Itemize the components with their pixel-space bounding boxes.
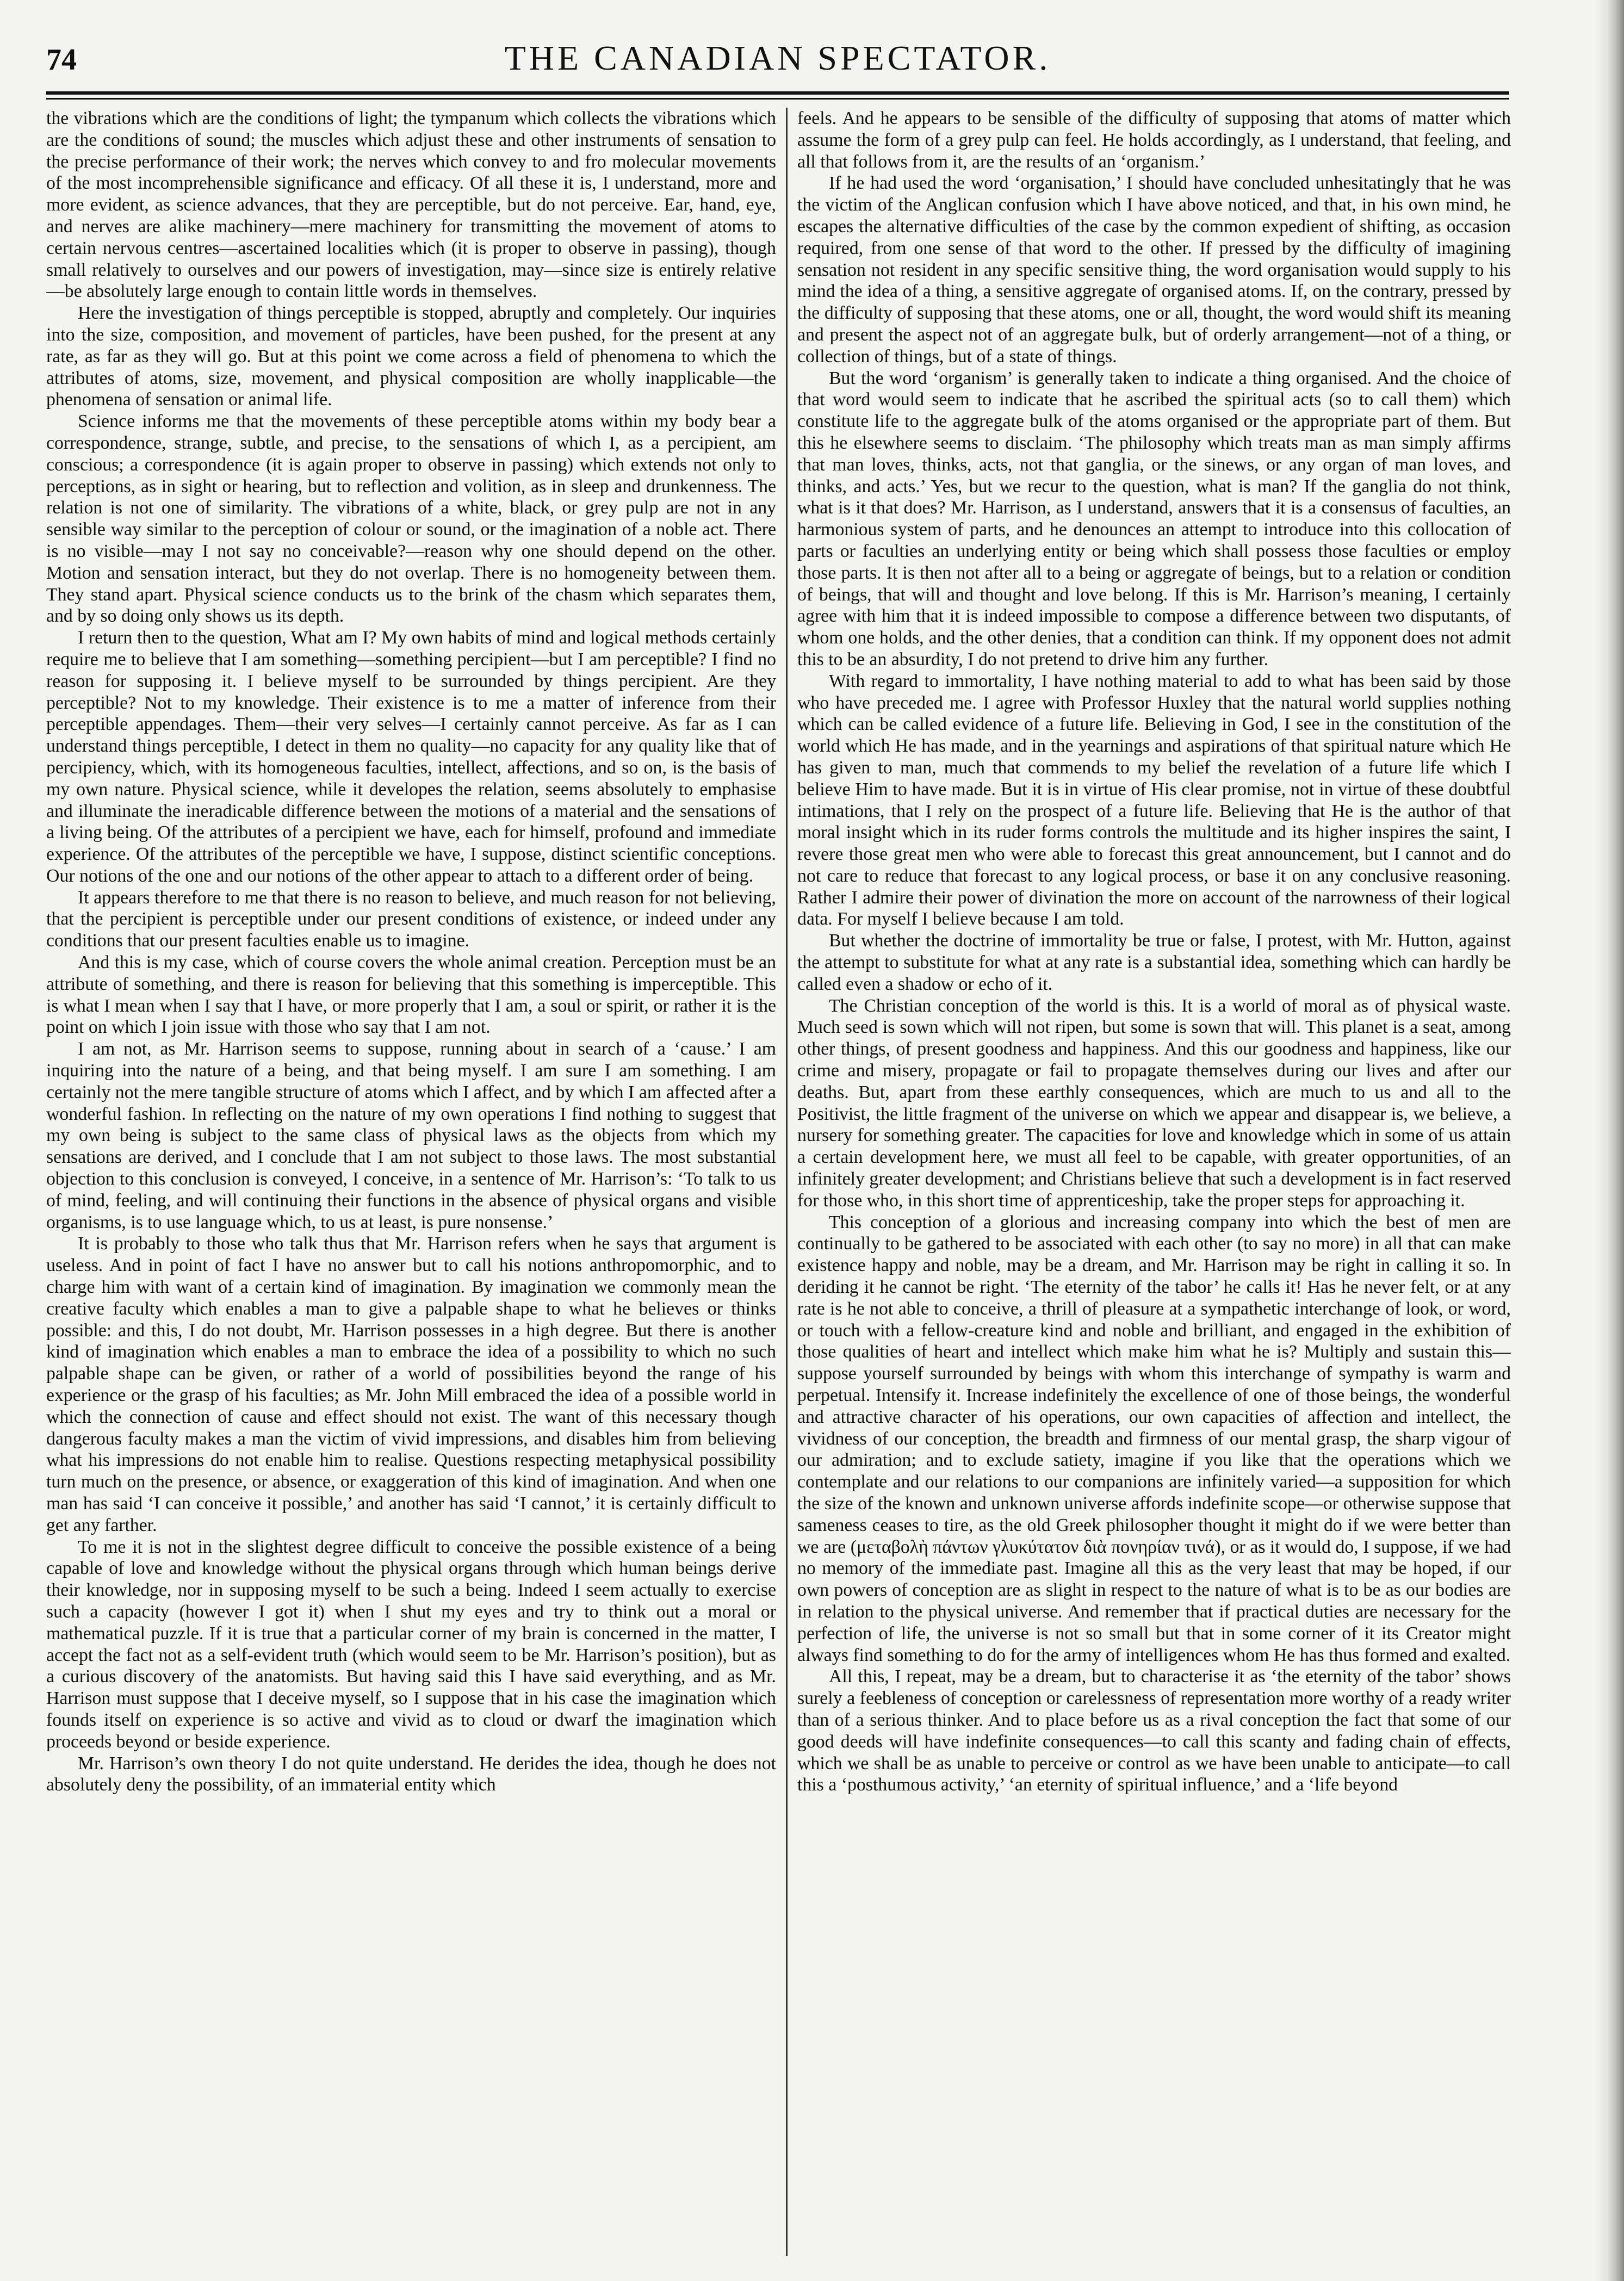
paragraph: And this is my case, which of course covers the whole animal creation. Perception must be an attribute of something, and there is reason for believing that this something is imperceptible. This is what I mean when I say that I have, or more properly that I am, a soul or spirit, or rather it is the point on which I join issue with those who say that I am not.: [46, 952, 776, 1038]
header-rule-thin: [46, 98, 1509, 100]
paragraph: Science informs me that the movements of these perceptible atoms within my body bear a correspondence, strange, subtle, and precise, to the sensations of which I, as a percipient, am conscious; a correspondence (it is again proper to observe in passing) which extends not only to perceptions, as in sight or hearing, but to reflection and volition, as in sleep and drunkenness. The relation is not one of similarity. The vibrations of a white, black, or grey pulp are not in any sensible way similar to the perception of colour or sound, or the imagination of a noble act. There is no visible—may I not say no conceivable?—reason why one should depend on the other. Motion and sensation interact, but they do not overlap. There is no homogeneity between them. They stand apart. Physical science conducts us to the brink of the chasm which separates them, and by so doing only shows us its depth.: [46, 411, 776, 627]
left-column: [46, 108, 776, 2264]
paragraph: It is probably to those who talk thus that Mr. Harrison refers when he says that argument is useless. And in point of fact I have no answer but to call his notions anthropomorphic, and to charge him with want of a certain kind of imagination. By imagination we commonly mean the creative faculty which enables a man to give a palpable shape to what he believes or thinks possible: and this, I do not doubt, Mr. Harrison possesses in a high degree. But there is another kind of imagination which enables a man to embrace the idea of a possibility to which no such palpable shape can be given, or rather of a world of possibilities beyond the range of his experience or the grasp of his faculties; as Mr. John Mill embraced the idea of a possible world in which the connection of cause and effect should not exist. The want of this necessary though dangerous faculty makes a man the victim of vivid impressions, and disables him from believing what his impressions do not enable him to realise. Questions respecting metaphysical possibility turn much on the presence, or absence, or exaggeration of this kind of imagination. And when one man has said ‘I can conceive it possible,’ and another has said ‘I cannot,’ it is certainly difficult to get any farther.: [46, 1234, 776, 1535]
paragraph: the vibrations which are the conditions of light; the tympanum which collects the vibrations which are the conditions of sound; the muscles which adjust these and other instruments of sensation to the precise performance of their work; the nerves which convey to and fro molecular movements of the most incomprehensible significance and efficacy. Of all these it is, I understand, more and more evident, as science advances, that they are perceptible, but do not perceive. Ear, hand, eye, and nerves are alike machinery—mere machinery for transmitting the movement of atoms to certain nervous centres—ascertained localities which (it is proper to observe in passing), though small relatively to ourselves and our powers of investigation, may—since size is entirely relative—be absolutely large enough to contain little words in themselves.: [46, 108, 776, 302]
page-header: [46, 38, 1509, 82]
paragraph: But the word ‘organism’ is generally taken to indicate a thing organised. And the choice of that word would seem to indicate that he ascribed the spiritual acts (so to call them) which constitute life to the aggregate bulk of the atoms organised or the appropriate part of them. But this he elsewhere seems to disclaim. ‘The philosophy which treats man as man simply affirms that man loves, thinks, acts, not that ganglia, or the sinews, or any organ of man loves, and thinks, and acts.’ Yes, but we recur to the question, what is man? If the ganglia do not think, what is it that does? Mr. Harrison, as I understand, answers that it is a consensus of faculties, an harmonious system of parts, and he denounces an attempt to introduce into this collocation of parts or faculties an underlying entity or being which shall possess those faculties or employ those parts. It is then not after all to a being or aggregate of beings, but to a relation or condition of beings, that will and thought and love belong. If this is Mr. Harrison’s meaning, I certainly agree with him that it is indeed impossible to compose a difference between two disputants, of whom one holds, and the other denies, that a condition can think. If my opponent does not admit this to be an absurdity, I do not pretend to drive him any further.: [797, 368, 1511, 670]
paragraph: feels. And he appears to be sensible of the difficulty of supposing that atoms of matter which assume the form of a grey pulp can feel. He holds accordingly, as I understand, that feeling, and all that follows from it, are the results of an ‘organism.’: [797, 108, 1511, 172]
paragraph: Here the investigation of things perceptible is stopped, abruptly and completely. Our inquiries into the size, composition, and movement of particles, have been pushed, for the present at any rate, as far as they will go. But at this point we come across a field of phenomena to which the attributes of atoms, size, movement, and physical composition are wholly inapplicable—the phenomena of sensation or animal life.: [46, 303, 776, 410]
header-rule-thick: [46, 91, 1509, 95]
column-divider: [786, 108, 788, 2256]
paragraph: All this, I repeat, may be a dream, but to characterise it as ‘the eternity of the tabor’ shows surely a feebleness of conception or carelessness of representation more worthy of a ready writer than of a serious thinker. And to place before us as a rival conception the fact that some of our good deeds will have indefinite consequences—to call this scanty and fading chain of effects, which we shall be as unable to perceive or control as we have been unable to anticipate—to call this a ‘posthumous activity,’ ‘an eternity of spiritual influence,’ and a ‘life beyond: [797, 1666, 1511, 1795]
page-number: 74: [46, 43, 77, 77]
publication-title: THE CANADIAN SPECTATOR.: [504, 39, 1051, 77]
paragraph: I am not, as Mr. Harrison seems to suppose, running about in search of a ‘cause.’ I am inquiring into the nature of a being, and that being myself. I am sure I am something. I am certainly not the mere tangible structure of atoms which I affect, and by which I am affected after a wonderful fashion. In reflecting on the nature of my own operations I find nothing to suggest that my own being is subject to the same class of physical laws as the objects from which my sensations are derived, and I conclude that I am not subject to those laws. The most substantial objection to this conclusion is conveyed, I conceive, in a sentence of Mr. Harrison’s: ‘To talk to us of mind, feeling, and will continuing their functions in the absence of physical organs and visible organisms, is to use language which, to us at least, is pure nonsense.’: [46, 1039, 776, 1232]
right-column: [797, 108, 1511, 2264]
paragraph: The Christian conception of the world is this. It is a world of moral as of physical waste. Much seed is sown which will not ripen, but some is sown that will. This planet is a seat, among other things, of present goodness and happiness. And this our goodness and happiness, like our crime and misery, propagate or fail to propagate themselves during our lives and after our deaths. But, apart from these earthly consequences, which are much to us and all to the Positivist, the little fragment of the universe on which we appear and disappear is, we believe, a nursery for something greater. The capacities for love and knowledge which in some of us attain a certain development here, we must all feel to be capable, with greater opportunities, of an infinitely greater development; and Christians believe that such a development is in fact reserved for those who, in this short time of apprenticeship, take the proper steps for approaching it.: [797, 995, 1511, 1211]
paragraph: Mr. Harrison’s own theory I do not quite understand. He derides the idea, though he does not absolutely deny the possibility, of an immaterial entity which: [46, 1753, 776, 1795]
paragraph: To me it is not in the slightest degree difficult to conceive the possible existence of a being capable of love and knowledge without the physical organs through which human beings derive their knowledge, nor in supposing myself to be such a being. Indeed I seem actually to exercise such a capacity (however I got it) when I shut my eyes and try to think out a moral or mathematical puzzle. If it is true that a particular corner of my brain is concerned in the matter, I accept the fact not as a self-evident truth (which would seem to be Mr. Harrison’s position), but as a curious discovery of the anatomists. But having said this I have said everything, and as Mr. Harrison must suppose that I deceive myself, so I suppose that in his case the imagination which founds itself on experience is so active and vivid as to cloud or dwarf the imagination which proceeds beyond or beside experience.: [46, 1536, 776, 1752]
paragraph: With regard to immortality, I have nothing material to add to what has been said by those who have preceded me. I agree with Professor Huxley that the natural world supplies nothing which can be called evidence of a future life. Believing in God, I see in the constitution of the world which He has made, and in the yearnings and aspirations of that spiritual nature which He has given to man, much that commends to my belief the revelation of a future life which I believe Him to have made. But it is in virtue of His clear promise, not in virtue of these doubtful intimations, that I rely on the prospect of a future life. Believing that He is the author of that moral insight which in its ruder forms controls the multitude and its higher inspires the saint, I revere those great men who were able to forecast this great announcement, but I cannot and do not care to reduce that forecast to any logical process, or base it on any conclusive reasoning. Rather I admire their power of divination the more on account of the narrowness of their logical data. For myself I believe because I am told.: [797, 671, 1511, 929]
paragraph: It appears therefore to me that there is no reason to believe, and much reason for not believing, that the percipient is perceptible under our present conditions of existence, or indeed under any conditions that our present faculties enable us to imagine.: [46, 887, 776, 951]
paragraph: I return then to the question, What am I? My own habits of mind and logical methods certainly require me to believe that I am something—something percipient—but I am perceptible? I find no reason for supposing it. I believe myself to be surrounded by things percipient. Are they perceptible? Not to my knowledge. Their existence is to me a matter of inference from their perceptible appendages. Them—their very selves—I certainly cannot perceive. As far as I can understand things perceptible, I detect in them no quality—no capacity for any quality like that of percipiency, which, with its homogeneous faculties, intellect, affections, and so on, is the basis of my own nature. Physical science, while it developes the relation, seems absolutely to emphasise and illuminate the ineradicable difference between the motions of a material and the sensations of a living being. Of the attributes of a percipient we have, each for himself, profound and immediate experience. Of the attributes of the perceptible we have, I suppose, distinct scientific conceptions. Our notions of the one and our notions of the other appear to attach to a different order of being.: [46, 628, 776, 886]
page-edge-shadow: [1594, 0, 1624, 2281]
paragraph: If he had used the word ‘organisation,’ I should have concluded unhesitatingly that he was the victim of the Anglican confusion which I have above noticed, and that, in his own mind, he escapes the alternative difficulties of the case by the common expedient of shifting, as occasion required, from one sense of that word to the other. If pressed by the difficulty of imagining sensation not resident in any specific sensitive thing, the word organisation would supply to his mind the idea of a thing, a sensitive aggregate of organised atoms. If, on the contrary, pressed by the difficulty of supposing that these atoms, one or all, thought, the word would shift its meaning and present the aspect not of an aggregate bulk, but of orderly arrangement—not of a thing, or collection of things, but of a state of things.: [797, 173, 1511, 367]
paragraph: But whether the doctrine of immortality be true or false, I protest, with Mr. Hutton, against the attempt to substitute for what at any rate is a substantial idea, something which can hardly be called even a shadow or echo of it.: [797, 931, 1511, 994]
paragraph: This conception of a glorious and increasing company into which the best of men are continually to be gathered to be associated with each other (to say no more) in all that can make existence happy and noble, may be a dream, and Mr. Harrison may be right in calling it so. In deriding it he cannot be right. ‘The eternity of the tabor’ he calls it! Has he never felt, or at any rate is he not able to conceive, a thrill of pleasure at a sympathetic interchange of look, or word, or touch with a fellow-creature kind and noble and brilliant, and engaged in the exhibition of those qualities of heart and intellect which make him what he is? Multiply and sustain this—suppose yourself surrounded by beings with whom this interchange of sympathy is warm and perpetual. Intensify it. Increase indefinitely the excellence of one of those beings, the wonderful and attractive character of his operations, our own capacities of affection and intellect, the vividness of our conception, the breadth and firmness of our mental grasp, the sharp vigour of our admiration; and to exclude satiety, imagine if you like that the operations which we contemplate and our relations to our companions are infinitely varied—a supposition for which the size of the known and unknown universe affords indefinite scope—or otherwise suppose that sameness ceases to tire, as the old Greek philosopher thought it might do if we were better than we are (μεταβολὴ πάντων γλυκύτατον διὰ πονηρίαν τινά), or as it would do, I suppose, if we had no memory of the immediate past. Imagine all this as the very least that may be hoped, if our own powers of conception are as slight in respect to the nature of what is to be as our bodies are in relation to the physical universe. And remember that if practical duties are necessary for the perfection of life, the universe is not so small but that in some corner of it its Creator might always find something to do for the army of intelligences whom He has thus formed and exalted.: [797, 1212, 1511, 1665]
